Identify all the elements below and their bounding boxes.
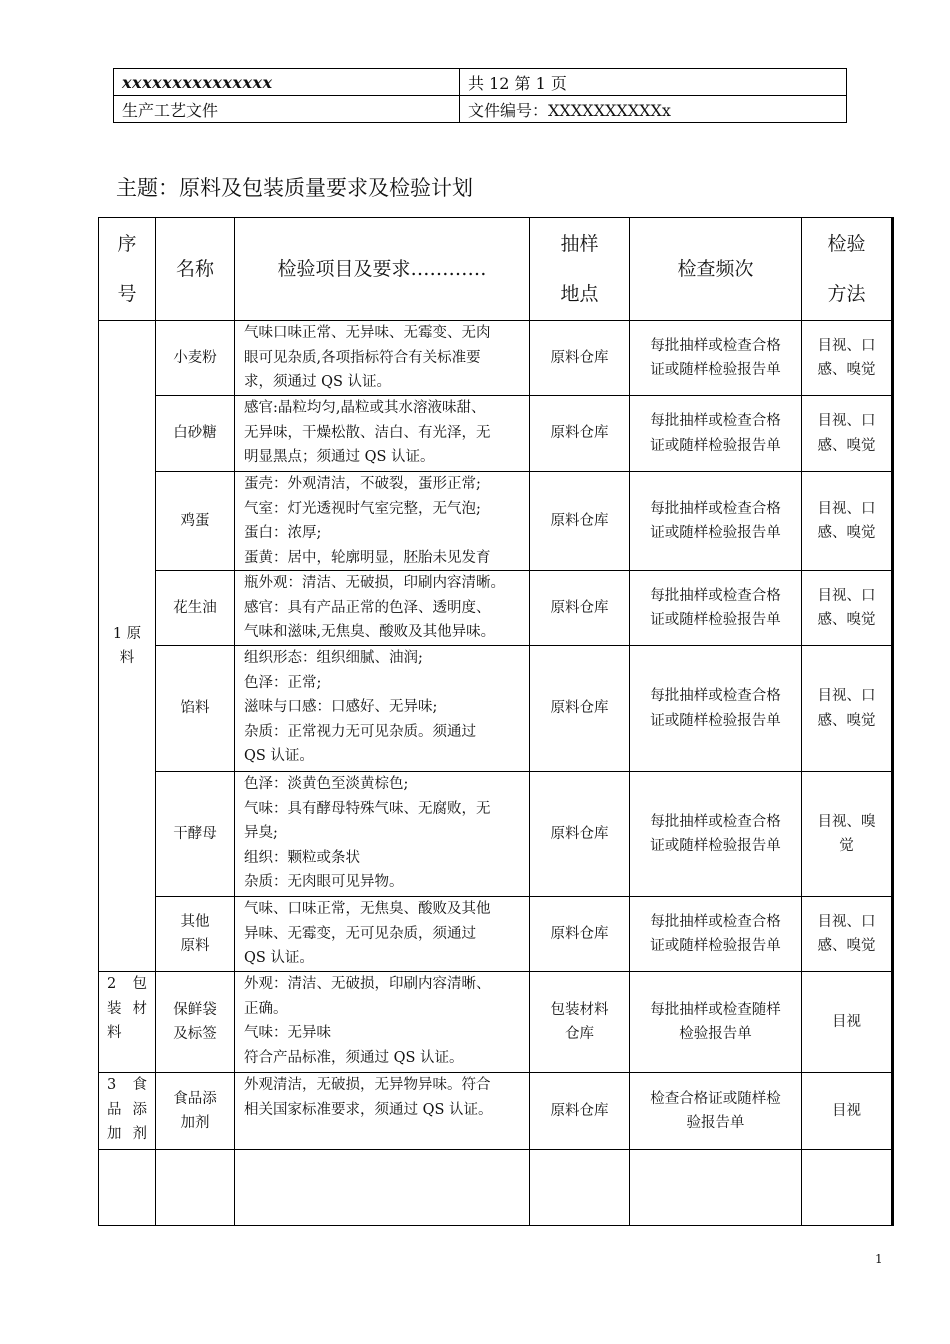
item-method-line: 感、嗅觉 <box>817 612 876 628</box>
item-name <box>156 1073 235 1150</box>
category-additives <box>99 1073 156 1150</box>
item-name-line: 花生油 <box>173 599 217 616</box>
col-header-method: 检验 方法 <box>802 218 893 321</box>
item-requirements-line: 眼可见杂质,各项指标符合有关标准要 <box>244 349 481 366</box>
item-name <box>156 972 235 1073</box>
item-frequency <box>630 571 802 646</box>
empty-cell <box>630 1150 802 1226</box>
item-frequency-line: 证或随样检验报告单 <box>650 612 781 628</box>
item-method-line: 目视、口 <box>817 587 876 604</box>
item-requirements-line: 感官:晶粒均匀,晶粒或其水溶液味甜、 <box>244 400 486 416</box>
item-method-line: 感、嗅觉 <box>817 525 876 541</box>
item-requirements-line: 气味口味正常、无异味、无霉变、无肉 <box>244 325 491 341</box>
page-number: 1 <box>875 1252 883 1266</box>
item-name-line: 保鲜袋 <box>173 1001 217 1018</box>
item-frequency-line: 每批抽样或检查合格 <box>650 337 781 354</box>
item-frequency <box>630 1073 802 1150</box>
item-name <box>156 897 235 972</box>
table-row <box>99 1073 893 1150</box>
empty-cell <box>530 1150 630 1226</box>
item-requirements-line: 气味：无异味 <box>244 1025 331 1041</box>
item-method <box>802 772 893 897</box>
item-method <box>802 571 893 646</box>
item-frequency-line: 检验报告单 <box>679 1026 752 1042</box>
category-raw-materials-line: 料 <box>119 650 135 666</box>
col-header-seq: 序 号 <box>99 218 156 321</box>
item-name-line: 加剂 <box>180 1115 210 1131</box>
document-number: 文件编号：XXXXXXXXXXx <box>460 96 847 123</box>
item-requirements <box>235 396 530 472</box>
item-requirements-line: 外观清洁，无破损，无异物异味。符合 <box>244 1077 491 1093</box>
table-row <box>99 571 893 646</box>
inspection-table <box>98 217 894 1226</box>
item-requirements-line: 蛋白：浓厚; <box>244 525 322 541</box>
category-packaging-line: 料 <box>107 1025 122 1041</box>
item-name-line: 食品添 <box>173 1090 217 1107</box>
item-method-line: 感、嗅觉 <box>817 938 876 954</box>
col-header-frequency: 检查频次 <box>630 218 802 321</box>
item-requirements-line: 组织：颗粒或条状 <box>244 849 360 866</box>
empty-cell <box>99 1150 156 1226</box>
item-requirements-line: 色泽：正常; <box>244 674 322 691</box>
item-requirements-line: 异臭; <box>244 825 278 841</box>
item-method-line: 感、嗅觉 <box>817 437 876 454</box>
table-header-row <box>99 218 893 321</box>
item-sampling-location-line: 原料仓库 <box>550 1102 609 1119</box>
item-frequency-line: 每批抽样或检查随样 <box>650 1001 781 1018</box>
item-requirements <box>235 571 530 646</box>
item-frequency-line: 证或随样检验报告单 <box>650 712 781 729</box>
item-name-line: 白砂糖 <box>173 425 217 442</box>
item-requirements-line: 气味、口味正常，无焦臭、酸败及其他 <box>244 901 491 917</box>
document-type: 生产工艺文件 <box>114 96 460 123</box>
item-method-line: 目视、嗅 <box>817 813 876 830</box>
item-method-line: 目视、口 <box>817 337 876 354</box>
category-raw-materials <box>99 321 156 972</box>
item-frequency-line: 证或随样检验报告单 <box>650 525 781 541</box>
item-frequency-line: 检查合格证或随样检 <box>650 1090 781 1107</box>
category-additives-line: 加剂 <box>107 1126 147 1142</box>
item-method-line: 目视、口 <box>817 500 876 517</box>
col-header-items: 检验项目及要求………… <box>235 218 530 321</box>
item-method-line: 目视、口 <box>817 688 876 704</box>
item-sampling-location <box>530 1073 630 1150</box>
item-requirements-line: 气室：灯光透视时气室完整，无气泡; <box>244 500 481 517</box>
item-sampling-location-line: 原料仓库 <box>550 599 609 616</box>
category-packaging <box>99 972 156 1073</box>
item-requirements-line: 相关国家标准要求，须通过 QS 认证。 <box>244 1101 493 1118</box>
item-frequency <box>630 897 802 972</box>
item-name-line: 干酵母 <box>173 825 217 842</box>
item-sampling-location <box>530 772 630 897</box>
item-frequency-line: 证或随样检验报告单 <box>650 362 781 378</box>
item-frequency-line: 每批抽样或检查合格 <box>650 813 781 830</box>
item-requirements-line: 蛋壳：外观清洁，不破裂，蛋形正常; <box>244 476 481 492</box>
item-sampling-location-line: 原料仓库 <box>550 425 609 442</box>
empty-cell <box>156 1150 235 1226</box>
item-frequency <box>630 396 802 472</box>
item-name <box>156 396 235 472</box>
item-name-line: 小麦粉 <box>173 349 217 366</box>
item-requirements <box>235 1073 530 1150</box>
table-row <box>99 321 893 396</box>
item-method <box>802 396 893 472</box>
item-requirements-line: 组织形态：组织细腻、油润; <box>244 650 423 666</box>
item-requirements-line: 符合产品标准，须通过 QS 认证。 <box>244 1049 464 1066</box>
item-frequency-line: 证或随样检验报告单 <box>650 838 781 854</box>
empty-cell <box>802 1150 893 1226</box>
page-count: 共 12 第 1 页 <box>460 69 847 96</box>
item-requirements-line: 滋味与口感：口感好、无异味; <box>244 699 438 715</box>
item-frequency <box>630 472 802 571</box>
item-method <box>802 1073 893 1150</box>
item-method <box>802 897 893 972</box>
item-requirements-line: 蛋黄：居中，轮廓明显，胚胎未见发育 <box>244 549 491 566</box>
item-frequency-line: 每批抽样或检查合格 <box>650 913 781 930</box>
item-requirements-line: 色泽：淡黄色至淡黄棕色; <box>244 776 409 792</box>
item-frequency-line: 每批抽样或检查合格 <box>650 688 781 704</box>
item-name-line: 原料 <box>180 938 210 954</box>
item-requirements-line: 感官：具有产品正常的色泽、透明度、 <box>244 599 491 616</box>
category-packaging-line: 2 包 <box>107 976 147 992</box>
empty-row <box>99 1150 893 1226</box>
item-requirements <box>235 897 530 972</box>
item-requirements-line: 气味和滋味,无焦臭、酸败及其他异味。 <box>244 624 496 640</box>
item-requirements-line: 明显黑点；须通过 QS 认证。 <box>244 449 435 465</box>
item-frequency-line: 每批抽样或检查合格 <box>650 500 781 517</box>
item-requirements <box>235 321 530 396</box>
item-sampling-location <box>530 396 630 472</box>
page-title: 主题：原料及包装质量要求及检验计划 <box>116 176 473 200</box>
item-frequency <box>630 972 802 1073</box>
item-name-line: 及标签 <box>173 1026 217 1042</box>
table-row <box>99 396 893 472</box>
category-packaging-line: 装 材 <box>107 1000 147 1017</box>
item-method <box>802 646 893 772</box>
item-requirements-line: 瓶外观：清洁、无破损，印刷内容清晰。 <box>244 575 505 591</box>
item-name <box>156 571 235 646</box>
item-requirements <box>235 772 530 897</box>
item-frequency <box>630 646 802 772</box>
table-row <box>99 772 893 897</box>
item-sampling-location-line: 原料仓库 <box>550 700 609 717</box>
item-requirements <box>235 472 530 571</box>
col-header-name: 名称 <box>156 218 235 321</box>
item-frequency <box>630 321 802 396</box>
item-sampling-location <box>530 646 630 772</box>
item-name-line: 其他 <box>180 913 210 930</box>
item-method-line: 感、嗅觉 <box>817 712 876 729</box>
item-requirements-line: 杂质：无肉眼可见异物。 <box>244 874 404 890</box>
table-row <box>99 897 893 972</box>
item-requirements-line: QS 认证。 <box>244 748 314 764</box>
category-additives-line: 3 食 <box>107 1077 147 1093</box>
item-frequency-line: 证或随样检验报告单 <box>650 938 781 954</box>
item-method-line: 目视、口 <box>817 413 876 429</box>
item-sampling-location-line: 原料仓库 <box>550 349 609 366</box>
item-method <box>802 321 893 396</box>
item-sampling-location-line: 包装材料 <box>550 1001 609 1018</box>
item-method-line: 目视、口 <box>817 913 876 930</box>
item-sampling-location <box>530 571 630 646</box>
category-raw-materials-line: 1 原 <box>112 625 142 642</box>
item-method-line: 觉 <box>839 838 854 854</box>
item-frequency <box>630 772 802 897</box>
item-requirements-line: QS 认证。 <box>244 950 314 966</box>
item-method <box>802 972 893 1073</box>
item-requirements <box>235 972 530 1073</box>
item-sampling-location-line: 仓库 <box>565 1026 594 1042</box>
item-requirements-line: 求，须通过 QS 认证。 <box>244 374 392 390</box>
item-requirements-line: 无异味，干燥松散、洁白、有光泽，无 <box>244 424 491 441</box>
item-requirements <box>235 646 530 772</box>
item-frequency-line: 证或随样检验报告单 <box>650 437 781 454</box>
item-method <box>802 472 893 571</box>
item-frequency-line: 每批抽样或检查合格 <box>650 413 781 429</box>
header-table <box>113 68 847 123</box>
company-name: xxxxxxxxxxxxxxx <box>114 69 460 96</box>
item-method-line: 目视 <box>832 1013 861 1030</box>
item-sampling-location-line: 原料仓库 <box>550 925 609 942</box>
item-requirements-line: 气味：具有酵母特殊气味、无腐败，无 <box>244 800 491 817</box>
item-sampling-location-line: 原料仓库 <box>550 512 609 529</box>
item-requirements-line: 杂质：正常视力无可见杂质。须通过 <box>244 723 476 740</box>
item-requirements-line: 正确。 <box>244 1000 288 1017</box>
item-name <box>156 472 235 571</box>
item-requirements-line: 外观：清洁、无破损，印刷内容清晰、 <box>244 976 491 992</box>
item-name-line: 鸡蛋 <box>180 512 210 529</box>
item-sampling-location <box>530 972 630 1073</box>
item-frequency-line: 每批抽样或检查合格 <box>650 587 781 604</box>
item-sampling-location <box>530 897 630 972</box>
table-row <box>99 972 893 1073</box>
item-name <box>156 772 235 897</box>
category-additives-line: 品 添 <box>107 1101 147 1118</box>
item-sampling-location <box>530 472 630 571</box>
item-sampling-location <box>530 321 630 396</box>
table-row <box>99 646 893 772</box>
table-row <box>99 472 893 571</box>
col-header-location: 抽样 地点 <box>530 218 630 321</box>
item-name-line: 馅料 <box>180 700 210 717</box>
item-frequency-line: 验报告单 <box>686 1115 745 1131</box>
item-requirements-line: 异味、无霉变，无可见杂质，须通过 <box>244 925 476 942</box>
item-name <box>156 646 235 772</box>
item-method-line: 目视 <box>832 1102 861 1119</box>
item-method-line: 感、嗅觉 <box>817 362 876 378</box>
item-name <box>156 321 235 396</box>
empty-cell <box>235 1150 530 1226</box>
item-sampling-location-line: 原料仓库 <box>550 825 609 842</box>
